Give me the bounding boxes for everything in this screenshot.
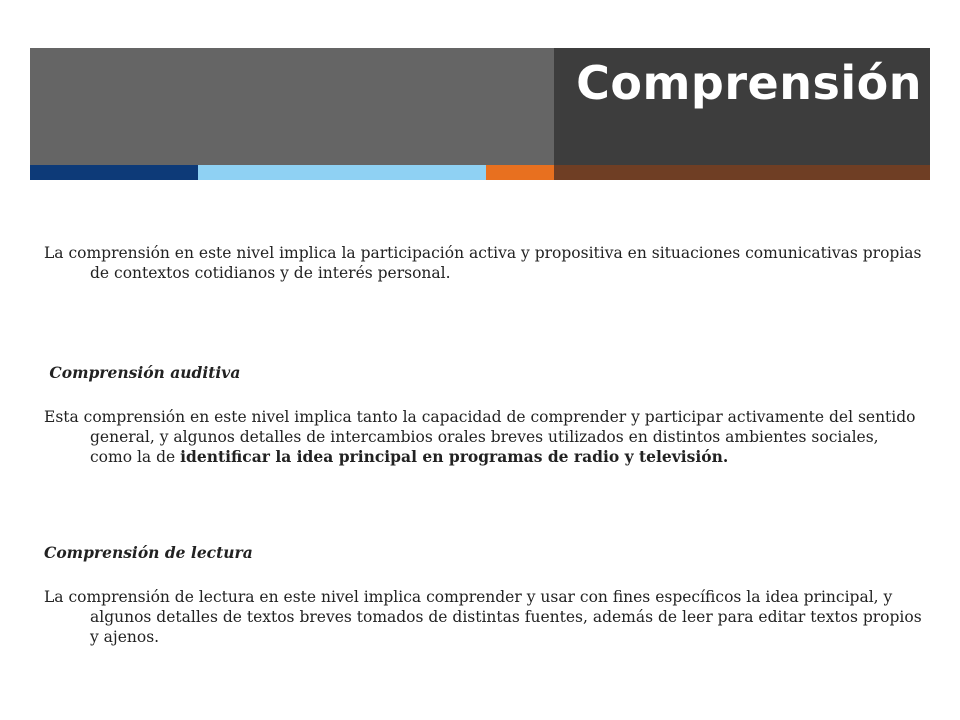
accent-stripe-light-blue [198, 165, 486, 180]
listening-paragraph [44, 407, 924, 467]
intro-paragraph: La comprensión en este nivel implica la participación activa y propositiva en situaciones comunicativas propias de contextos cotidianos y de interés personal. [44, 244, 922, 282]
reading-paragraph: La comprensión de lectura en este nivel implica comprender y usar con fines específicos la idea principal, y algunos detalles de textos breves tomados de distintas fuentes, además de leer para editar textos propios y ajenos. [44, 588, 922, 646]
listening-paragraph-emphasis: identificar la idea principal en programas de radio y televisión. [180, 447, 729, 466]
slide-title: Comprensión [576, 56, 922, 110]
accent-stripe-orange [486, 165, 554, 180]
accent-stripe-dark-blue [30, 165, 198, 180]
section-heading-reading: Comprensión de lectura [44, 543, 253, 562]
section-heading-listening: Comprensión auditiva [44, 363, 241, 382]
listening-paragraph-text: Esta comprensión en este nivel implica tanto la capacidad de comprender y participar activamente del sentido general, y algunos detalles de intercambios orales breves utilizados en distintos ambientes sociales, como la de [44, 408, 916, 466]
title-banner-left [30, 48, 554, 165]
accent-stripe-brown [554, 165, 930, 180]
slide-body [44, 243, 924, 647]
